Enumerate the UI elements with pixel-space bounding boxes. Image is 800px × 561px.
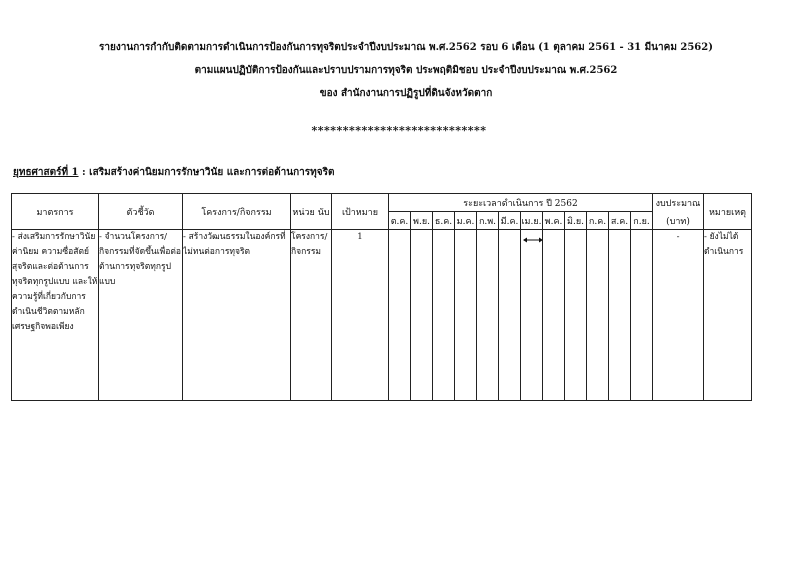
col-header-budget [653, 194, 704, 230]
month-header: มิ.ย. [565, 212, 587, 230]
month-cell [455, 230, 477, 401]
month-header: มี.ค. [499, 212, 521, 230]
cell-indicator: - จำนวนโครงการ/กิจกรรมที่จัดขึ้นเพื่อต่อต้านการทุจริตทุกรูปแบบ [99, 230, 183, 401]
cell-remark: - ยังไม่ได้ดำเนินการ [704, 230, 752, 401]
cell-budget: - [653, 230, 704, 401]
report-title: รายงานการกำกับติดตามการดำเนินการป้องกันการทุจริตประจำปีงบประมาณ พ.ศ.2562 รอบ 6 เดือน (1 ตุลาคม 2561 - 31 มีนาคม 2562) [99, 42, 713, 53]
report-subtitle: ตามแผนปฏิบัติการป้องกันและปราบปรามการทุจริต ประพฤติมิชอบ ประจำปีงบประมาณ พ.ศ.2562 [194, 65, 618, 76]
month-cell [631, 230, 653, 401]
timeline-arrow-icon [523, 237, 543, 243]
budget-label: งบประมาณ [655, 198, 701, 209]
cell-measure: - ส่งเสริมการรักษาวินัย ค่านิยม ความซื่อสัตย์สุจริตและต่อต้านการทุจริตทุกรูปแบบ และให้ความรู้ที่เกี่ยวกับการดำเนินชีวิตตามหลักเศรษฐกิจพอเพียง [12, 230, 99, 401]
month-cell [411, 230, 433, 401]
month-cell [433, 230, 455, 401]
month-header: ต.ค. [389, 212, 411, 230]
month-cell [565, 230, 587, 401]
month-cell [499, 230, 521, 401]
month-header: พ.ค. [543, 212, 565, 230]
month-header: พ.ย. [411, 212, 433, 230]
month-header: ก.ย. [631, 212, 653, 230]
month-header: ส.ค. [609, 212, 631, 230]
table-row [12, 230, 752, 401]
month-cell [477, 230, 499, 401]
col-header-target: เป้าหมาย [332, 194, 389, 230]
month-header: ก.พ. [477, 212, 499, 230]
strategy-heading [13, 165, 335, 180]
month-cell [543, 230, 565, 401]
col-header-project: โครงการ/กิจกรรม [183, 194, 291, 230]
star-divider: **************************** [311, 124, 487, 137]
col-header-indicator: ตัวชี้วัด [99, 194, 183, 230]
month-cell-active [521, 230, 543, 401]
month-cell [389, 230, 411, 401]
action-plan-table [11, 193, 752, 401]
budget-unit-label: (บาท) [666, 216, 690, 227]
report-agency: ของ สำนักงานการปฏิรูปที่ดินจังหวัดตาก [319, 88, 493, 99]
col-header-period: ระยะเวลาดำเนินการ ปี 2562 [389, 194, 653, 212]
month-header: เม.ย. [521, 212, 543, 230]
col-header-unit: หน่วย นับ [291, 194, 332, 230]
cell-unit: โครงการ/กิจกรรม [291, 230, 332, 401]
cell-project: - สร้างวัฒนธรรมในองค์กรที่ไม่ทนต่อการทุจริต [183, 230, 291, 401]
month-header: ธ.ค. [433, 212, 455, 230]
col-header-remark: หมายเหตุ [704, 194, 752, 230]
month-cell [609, 230, 631, 401]
month-header: ก.ค. [587, 212, 609, 230]
strategy-text: : เสริมสร้างค่านิยมการรักษาวินัย และการต่อต้านการทุจริต [78, 167, 335, 178]
month-header: ม.ค. [455, 212, 477, 230]
col-header-measure: มาตรการ [12, 194, 99, 230]
strategy-label: ยุทธศาสตร์ที่ 1 [13, 167, 79, 178]
cell-target: 1 [332, 230, 389, 401]
month-cell [587, 230, 609, 401]
